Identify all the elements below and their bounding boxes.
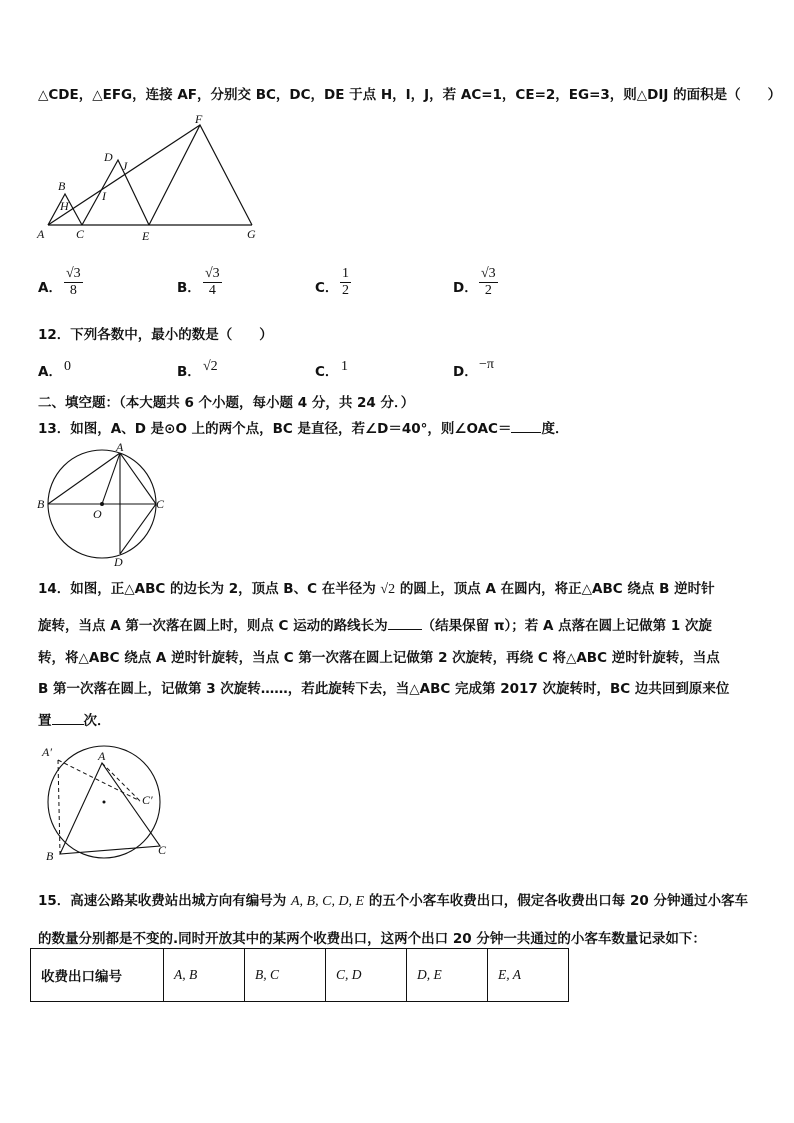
q11-stem: △CDE，△EFG，连接 AF，分别交 BC，DC，DE 于点 H，I，J，若 AC=1，CE=2，EG=3，则△DIJ 的面积是（ ） (38, 87, 782, 103)
q11-option-a-letter: A． (38, 280, 62, 296)
center-dot (103, 801, 106, 804)
q12-option-c-value: 1 (341, 359, 348, 374)
triangle-EFG (149, 125, 252, 225)
q11-option-c-value: $\frac{1}{2}$ (342, 266, 349, 298)
q12-option-b-letter: B． (177, 364, 201, 380)
label-C-prime: C′ (142, 793, 153, 807)
table-cell: A, B (164, 949, 245, 1002)
q12-option-c-letter: C． (315, 364, 339, 380)
table-cell: C, D (326, 949, 407, 1002)
q14-line3: 转，将△ABC 绕点 A 逆时针旋转，当点 C 第一次落在圆上记做第 2 次旋转，再绕 C 将△ABC 逆时针旋转，当点 (38, 650, 720, 666)
label-A: A (98, 749, 106, 763)
label-D: D (104, 150, 113, 164)
label-F: F (195, 112, 203, 126)
label-B: B (37, 497, 45, 511)
q12-option-a-letter: A． (38, 364, 62, 380)
label-C: C (76, 227, 85, 241)
label-C: C (156, 497, 165, 511)
q14-line4: B 第一次落在圆上，记做第 3 次旋转……，若此旋转下去，当△ABC 完成第 2017 次旋转时，BC 边共回到原来位 (38, 681, 730, 697)
label-H: H (60, 199, 69, 213)
label-O: O (93, 507, 102, 521)
label-A: A (116, 440, 124, 454)
toll-letters: A, B, C, D, E (291, 894, 365, 909)
label-E: E (142, 229, 150, 243)
section-2-title: 二、填空题：（本大题共 6 个小题，每小题 4 分，共 24 分．） (38, 395, 415, 411)
q14-line2: 旋转，当点 A 第一次落在圆上时，则点 C 运动的路线长为 （结果保留 π）；若 A 点落在圆上记做第 1 次旋 (38, 618, 712, 634)
q12-option-d-value: −π (479, 357, 494, 372)
q12-option-b-value: √2 (203, 359, 218, 374)
dashed-AC1 (102, 763, 140, 801)
label-G: G (247, 227, 256, 241)
label-J: J (122, 159, 128, 173)
table-cell: D, E (407, 949, 488, 1002)
q11-option-a-value: $\frac{√3}{8}$ (66, 266, 81, 298)
q15-table (30, 948, 569, 1002)
q11-option-b-value: $\frac{√3}{4}$ (205, 266, 220, 298)
label-A-prime: A′ (42, 745, 52, 759)
segment-AC (120, 453, 156, 504)
q14-line5: 置 次． (38, 713, 111, 729)
q11-option-d-letter: D． (453, 280, 478, 296)
label-B: B (58, 179, 66, 193)
q12-stem: 12．下列各数中，最小的数是（ ） (38, 327, 273, 343)
table-row (31, 949, 569, 1002)
segment-DC (120, 504, 156, 554)
q11-option-c-letter: C． (315, 280, 339, 296)
table-cell: B, C (245, 949, 326, 1002)
label-I: I (102, 189, 106, 203)
center-dot (100, 502, 104, 506)
q12-option-d-letter: D． (453, 364, 478, 380)
q12-option-a-value: 0 (64, 359, 71, 374)
q15-line2: 的数量分别都是不变的.同时开放其中的某两个收费出口，这两个出口 20 分钟一共通过的小客车数量记录如下： (38, 931, 706, 947)
segment-AO (102, 453, 120, 504)
q13-stem: 13．如图，A、D 是⊙O 上的两个点，BC 是直径，若∠D＝40°，则∠OAC＝ 度． (38, 421, 569, 437)
label-B: B (46, 849, 54, 863)
q15-line1: 15．高速公路某收费站出城方向有编号为 A, B, C, D, E 的五个小客车收费出口，假定各收费出口每 20 分钟通过小客车 (38, 893, 748, 909)
table-cell: E, A (488, 949, 569, 1002)
segment-AB (48, 453, 120, 504)
triangle-CDE (82, 160, 149, 225)
label-A: A (37, 227, 45, 241)
q11-option-d-value: $\frac{√3}{2}$ (481, 266, 496, 298)
sqrt2: √2 (380, 582, 396, 597)
dashed-A1C1 (58, 760, 140, 801)
label-C: C (158, 843, 167, 857)
q11-figure (30, 108, 270, 248)
q14-figure (36, 740, 176, 865)
label-D: D (114, 555, 123, 568)
segment-AF (48, 125, 200, 225)
table-header-cell: 收费出口编号 (31, 949, 164, 1002)
q14-line1: 14．如图，正△ABC 的边长为 2，顶点 B、C 在半径为 √2 的圆上，顶点 A 在圆内，将正△ABC 绕点 B 逆时针 (38, 581, 715, 597)
q13-figure (36, 440, 166, 568)
dashed-A1B (58, 760, 60, 854)
q11-option-b-letter: B． (177, 280, 201, 296)
